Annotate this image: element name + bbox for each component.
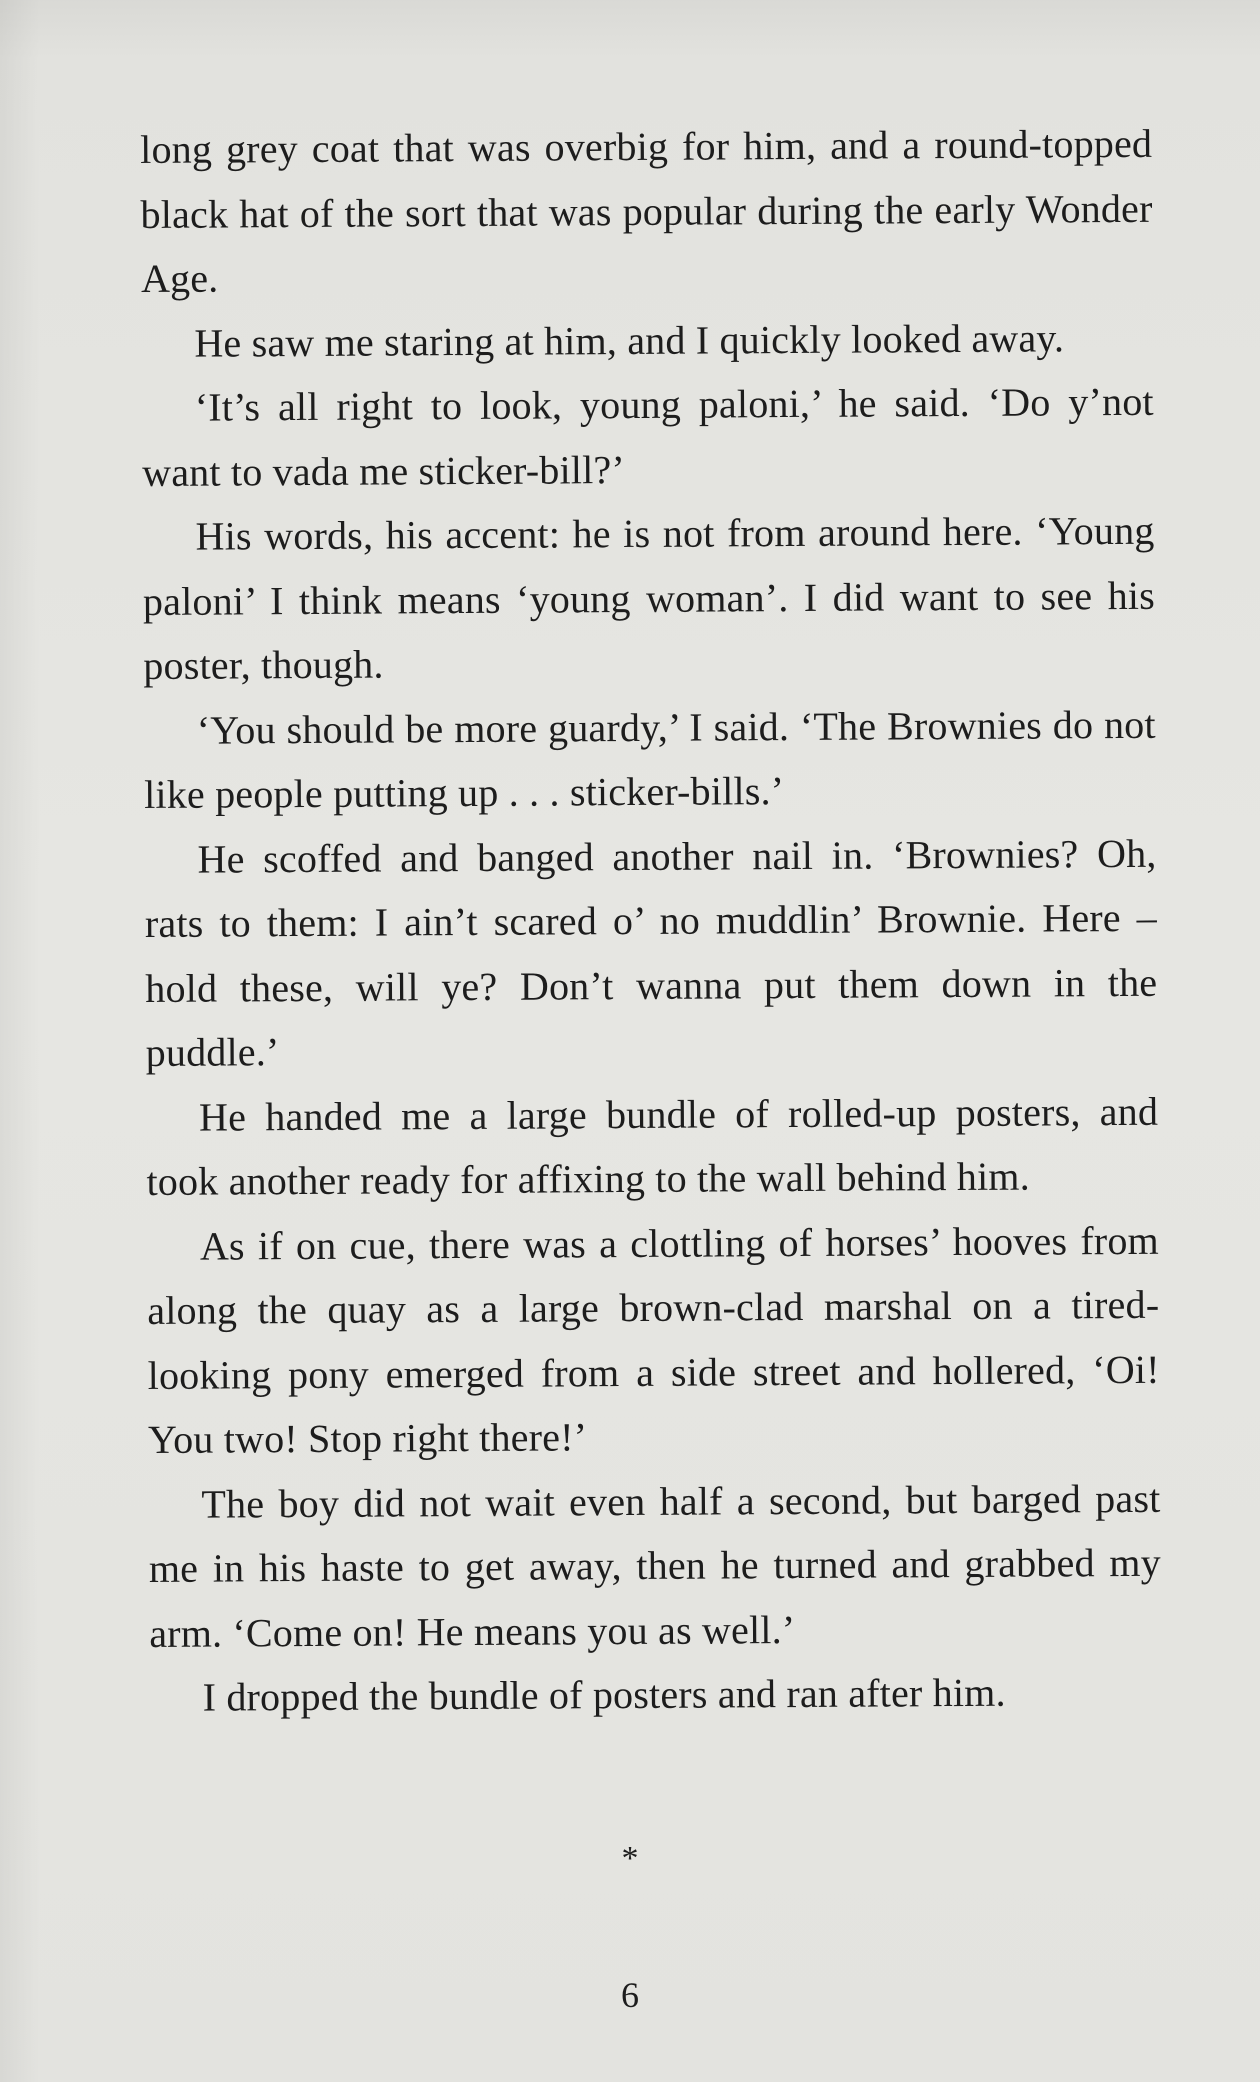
paragraph-9: The boy did not wait even half a second, but barged past me in his haste to get away, then he turned and grabbed my arm. ‘Come on! He means you as well.’ bbox=[148, 1475, 1161, 1656]
paragraph-10: I dropped the bundle of posters and ran after him. bbox=[202, 1669, 1006, 1720]
paragraph-8: As if on cue, there was a clottling of horses’ hooves from along the quay as a large brown-clad marshal on a tired-looking pony emerged from a side street and hollered, ‘Oi! You two! Stop right there!’ bbox=[147, 1217, 1160, 1462]
paragraph-1: long grey coat that was overbig for him, and a round-topped black hat of the sort that was popular during the early Wonder Age. bbox=[140, 120, 1153, 301]
paragraph-5: ‘You should be more guardy,’ I said. ‘The Brownies do not like people putting up . . . sticker-bills.’ bbox=[143, 701, 1156, 817]
paragraph-6: He scoffed and banged another nail in. ‘Brownies? Oh, rats to them: I ain’t scared o’ no muddlin’ Brownie. Here – hold these, will ye? Don’t wanna put them down in the puddle.’ bbox=[144, 830, 1158, 1075]
scene-break-asterisk: * bbox=[621, 1840, 639, 1877]
paragraph-4: His words, his accent: he is not from around here. ‘Young paloni’ I think means ‘young woman’. I did want to see his poster, though. bbox=[142, 507, 1156, 688]
body-text bbox=[140, 112, 1162, 1731]
paragraph-3: ‘It’s all right to look, young paloni,’ he said. ‘Do y’not want to vada me sticker-bill?’ bbox=[142, 378, 1154, 495]
paragraph-2: He saw me staring at him, and I quickly looked away. bbox=[194, 314, 1065, 366]
page-gutter-shadow bbox=[0, 0, 40, 2082]
page-number: 6 bbox=[621, 1975, 639, 2015]
page-top-shadow bbox=[0, 0, 1260, 60]
paragraph-7: He handed me a large bundle of rolled-up posters, and took another ready for affixing to the wall behind him. bbox=[146, 1088, 1159, 1204]
